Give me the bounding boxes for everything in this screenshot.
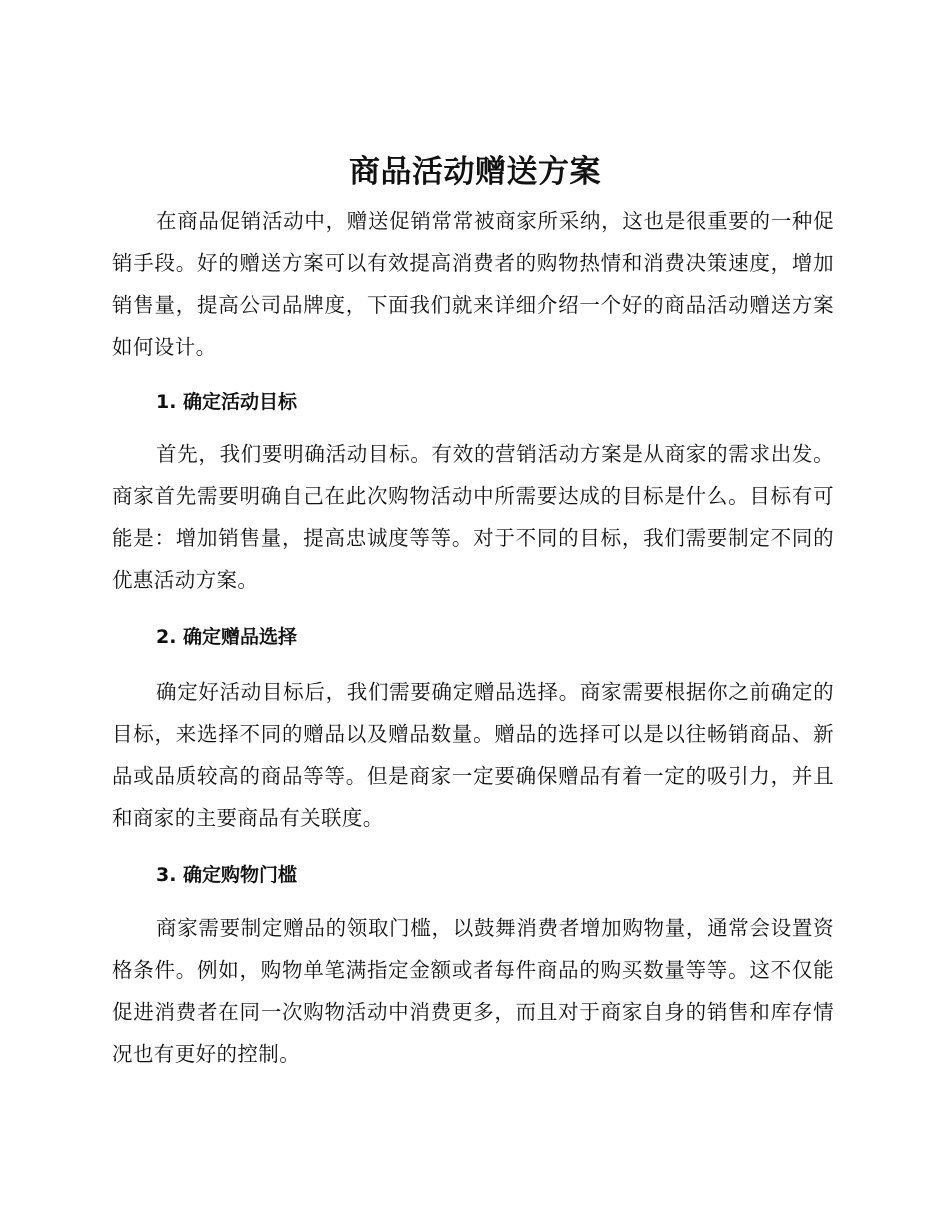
section-body-2: 确定好活动目标后，我们需要确定赠品选择。商家需要根据你之前确定的目标，来选择不同的赠品以及赠品数量。赠品的选择可以是以往畅销商品、新品或品质较高的商品等等。但是商家一定要确保赠品有着一定的吸引力，并且和商家的主要商品有关联度。 [112, 680, 834, 830]
section-body-1: 首先，我们要明确活动目标。有效的营销活动方案是从商家的需求出发。商家首先需要明确自己在此次购物活动中所需要达成的目标是什么。目标有可能是：增加销售量，提高忠诚度等等。对于不同的目标，我们需要制定不同的优惠活动方案。 [112, 442, 834, 592]
section-heading-3: 3. 确定购物门槛 [156, 864, 298, 886]
section-body-3: 商家需要制定赠品的领取门槛，以鼓舞消费者增加购物量，通常会设置资格条件。例如，购物单笔满指定金额或者每件商品的购买数量等等。这不仅能促进消费者在同一次购物活动中消费更多，而且对于商家自身的销售和库存情况也有更好的控制。 [112, 916, 834, 1066]
section-heading-2: 2. 确定赠品选择 [156, 626, 298, 648]
section-heading-1: 1. 确定活动目标 [156, 391, 298, 413]
intro-paragraph: 在商品促销活动中，赠送促销常常被商家所采纳，这也是很重要的一种促销手段。好的赠送方案可以有效提高消费者的购物热情和消费决策速度，增加销售量，提高公司品牌度，下面我们就来详细介绍一个好的商品活动赠送方案如何设计。 [112, 209, 834, 359]
document-title: 商品活动赠送方案 [349, 154, 601, 190]
